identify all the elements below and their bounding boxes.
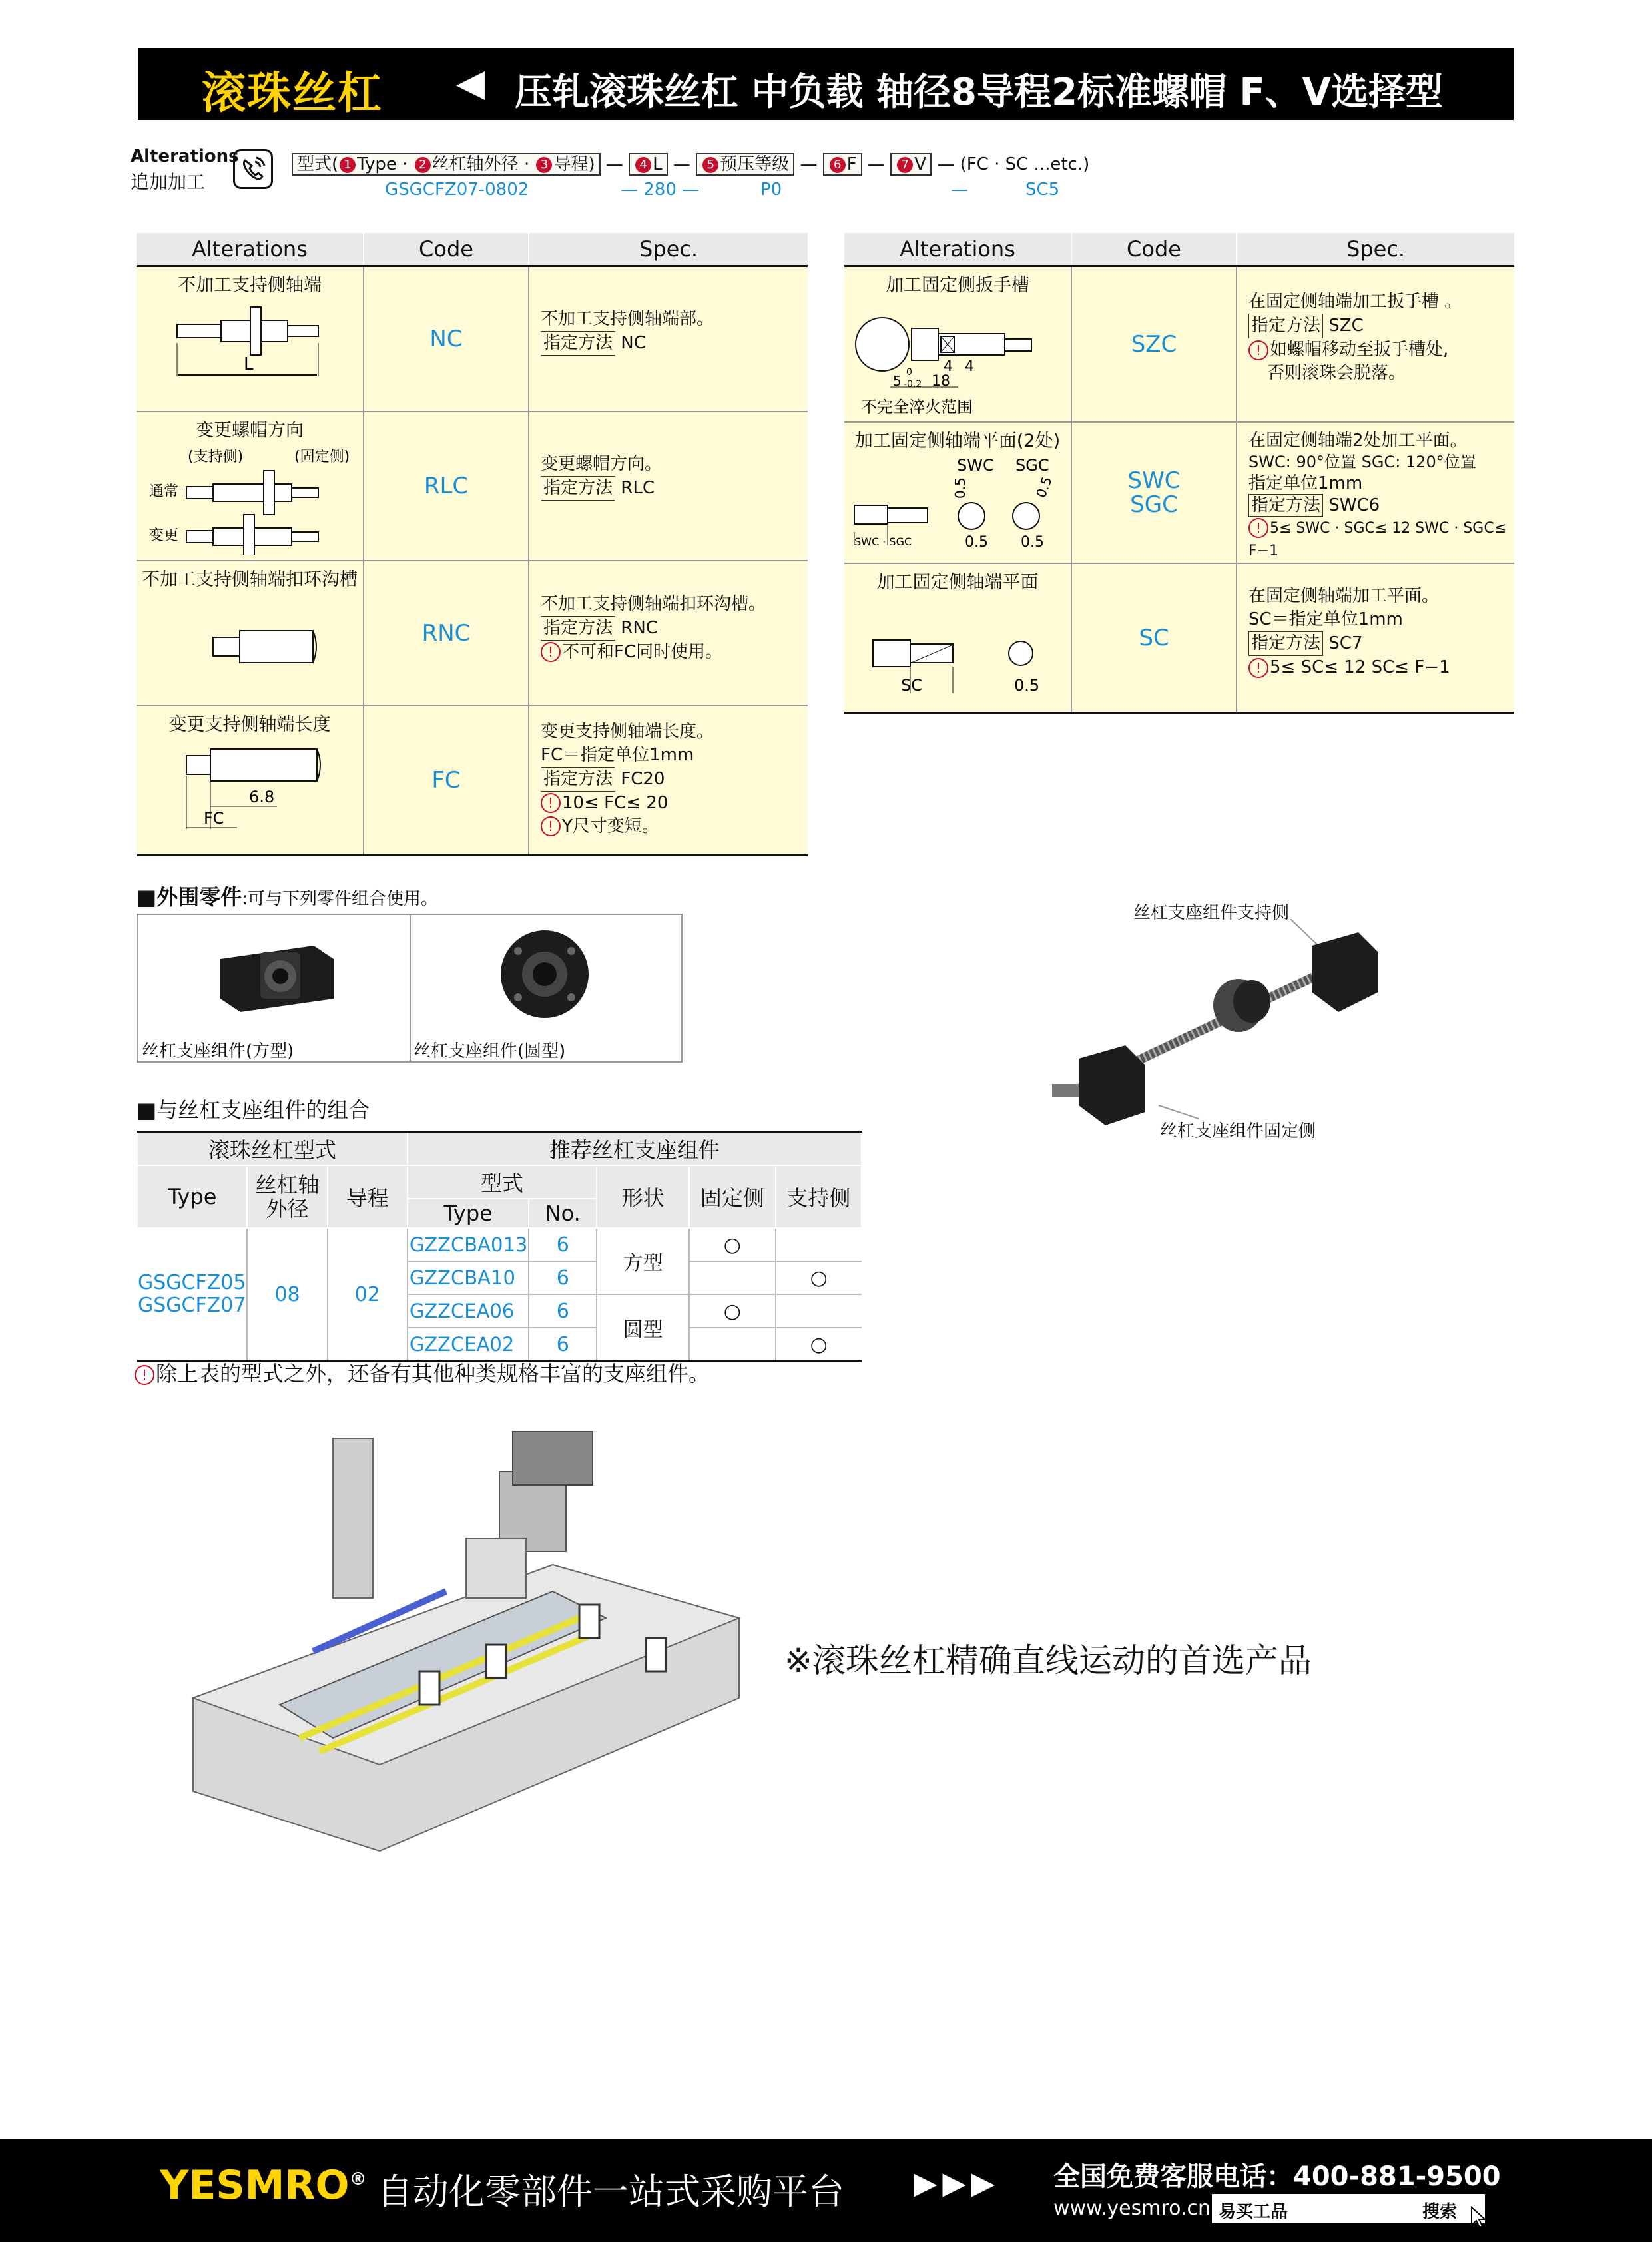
alterations-label-cn: 追加加工 — [131, 171, 206, 193]
alteration-cell — [137, 561, 364, 706]
example-model: GSGCFZ07-0802 — [385, 180, 529, 200]
square-support-image — [214, 932, 340, 1021]
row-caption: 变更支持侧轴端长度 — [168, 714, 331, 735]
svg-text:4: 4 — [965, 358, 974, 375]
ball-screw-assembly-image — [1045, 919, 1405, 1135]
code-sgc: SGC — [1130, 491, 1178, 518]
support-mark — [776, 1228, 862, 1261]
row-caption: 加工固定侧轴端平面(2处) — [854, 431, 1061, 451]
col-alterations: Alterations — [844, 233, 1071, 266]
fixed-mark: ○ — [689, 1294, 775, 1328]
example-sc: SC5 — [1025, 180, 1060, 200]
code-fc: FC — [364, 706, 529, 856]
combination-table — [137, 1131, 862, 1362]
combination-heading: ■与丝杠支座组件的组合 — [137, 1097, 370, 1123]
table-row — [844, 422, 1514, 563]
col-model-no: No. — [529, 1199, 597, 1228]
col-alterations: Alterations — [137, 233, 364, 266]
code-sc: SC — [1071, 563, 1237, 713]
model-no: 6 — [529, 1228, 597, 1261]
hotline: 全国免费客服电话：400-881-9500 — [1053, 2161, 1501, 2192]
page-title: 压轧滚珠丝杠 中负载 轴径8导程2标准螺帽 F、V选择型 — [515, 71, 1444, 114]
model-type: GZZCEA02 — [408, 1328, 529, 1362]
col-spec: Spec. — [529, 233, 808, 266]
model-type: GZZCEA06 — [408, 1294, 529, 1328]
nc-diagram — [137, 296, 362, 403]
rnc-diagram — [137, 591, 362, 684]
svg-text:6.8: 6.8 — [249, 787, 275, 806]
spec-cell: 变更螺帽方向。 指定方法 RLC — [529, 412, 808, 561]
spec-cell: 变更支持侧轴端长度。 FC＝指定单位1mm 指定方法 FC20 ! 10≤ FC≤ 20 ! Y尺寸变短。 — [529, 706, 808, 856]
triple-arrow-icon: ▶▶▶ — [914, 2165, 1001, 2201]
footer-bar — [0, 2139, 1652, 2242]
svg-text:-0.2: -0.2 — [904, 379, 922, 390]
table-row — [137, 1228, 862, 1261]
table-row — [137, 706, 808, 856]
category-title: 滚珠丝杠 — [202, 67, 383, 119]
round-support-image — [495, 924, 595, 1027]
warning-icon: ! — [1248, 518, 1268, 538]
support-mark: ○ — [776, 1261, 862, 1294]
shape-square: 方型 — [597, 1228, 689, 1294]
svg-text:18: 18 — [932, 373, 950, 390]
col-code: Code — [1071, 233, 1237, 266]
fixed-mark — [689, 1261, 775, 1294]
spec-cell: 在固定侧轴端加工平面。 SC＝指定单位1mm 指定方法 SC7 ! 5≤ SC≤ 12 SC≤ F−1 — [1237, 563, 1514, 713]
row-caption: 变更螺帽方向 — [196, 420, 304, 441]
col-type: Type — [137, 1165, 247, 1228]
svg-text:SC: SC — [901, 676, 922, 695]
table-row — [137, 561, 808, 706]
fixed-side-label: 丝杠支座组件固定侧 — [1160, 1121, 1316, 1141]
phone-icon — [233, 149, 273, 189]
group-ballscrew: 滚珠丝杠型式 — [137, 1132, 408, 1166]
legend-model-box: 型式( 1 Type · 2 丝杠轴外径 · 3 导程) — [292, 153, 601, 176]
warning-icon: ! — [1248, 340, 1268, 360]
example-length: — 280 — — [621, 180, 700, 200]
row-caption: 加工固定侧轴端平面 — [876, 572, 1039, 593]
code-rlc: RLC — [364, 412, 529, 561]
model-code-legend: 型式( 1 Type · 2 丝杠轴外径 · 3 导程) — 4 L — 5 预压等级 — 6 F — 7 V — (FC · SC ...etc.) — [292, 150, 1089, 175]
svg-text:(支持侧): (支持侧) — [188, 448, 244, 465]
header-bar — [138, 48, 1514, 120]
square-support-label: 丝杠支座组件(方型) — [142, 1041, 294, 1061]
right-alterations-table — [844, 233, 1514, 714]
footer-url[interactable]: www.yesmro.cn — [1053, 2197, 1211, 2220]
rlc-diagram — [137, 441, 362, 555]
peripheral-panel — [137, 914, 683, 1063]
col-code: Code — [364, 233, 529, 266]
spec-cell: 在固定侧轴端2处加工平面。 SWC: 90°位置 SGC: 120°位置 指定单位1mm 指定方法 SWC6 ! 5≤ SWC · SGC≤ 12 SWC · SGC≤ F−1 — [1237, 422, 1514, 563]
row-caption: 不加工支持侧轴端 — [178, 275, 322, 296]
alteration-cell — [137, 412, 364, 561]
round-support-label: 丝杠支座组件(圆型) — [413, 1041, 566, 1061]
model-type: GZZCBA10 — [408, 1261, 529, 1294]
col-diameter: 丝杠轴外径 — [247, 1165, 327, 1228]
col-shape: 形状 — [597, 1165, 689, 1228]
svg-text:SGC: SGC — [1015, 456, 1049, 475]
alteration-cell — [844, 563, 1071, 713]
model-no: 6 — [529, 1261, 597, 1294]
warning-icon: ! — [135, 1365, 154, 1385]
model-no: 6 — [529, 1294, 597, 1328]
code-nc: NC — [364, 266, 529, 412]
svg-text:0.5: 0.5 — [1033, 474, 1055, 500]
support-side-label: 丝杠支座组件支持侧 — [1133, 903, 1290, 923]
warning-icon: ! — [541, 642, 561, 662]
svg-text:SWC · SGC: SWC · SGC — [854, 535, 912, 548]
svg-text:(固定侧): (固定侧) — [294, 448, 350, 465]
machine-illustration — [180, 1418, 746, 1887]
col-fixed: 固定侧 — [689, 1165, 775, 1228]
example-preload: P0 — [760, 180, 782, 200]
svg-text:5: 5 — [893, 373, 902, 389]
footer-slogan: 自动化零部件一站式采购平台 — [377, 2171, 844, 2213]
warning-icon: ! — [541, 816, 561, 836]
group-support: 推荐丝杠支座组件 — [408, 1132, 862, 1166]
table-row — [137, 266, 808, 412]
fixed-mark — [689, 1328, 775, 1362]
alteration-cell — [137, 706, 364, 856]
szc-diagram — [845, 296, 1070, 416]
svg-text:通常: 通常 — [149, 483, 179, 500]
spec-cell: 不加工支持侧轴端部。 指定方法 NC — [529, 266, 808, 412]
fc-diagram — [137, 736, 362, 849]
back-arrow-icon: ◀ — [456, 61, 485, 105]
svg-text:4: 4 — [944, 358, 953, 375]
svg-text:0.5: 0.5 — [965, 534, 988, 551]
alteration-cell — [844, 266, 1071, 423]
alteration-cell — [137, 266, 364, 412]
table-row — [844, 266, 1514, 423]
col-support: 支持侧 — [776, 1165, 862, 1228]
type-cell: GSGCFZ05 GSGCFZ07 — [137, 1228, 247, 1362]
model-no: 6 — [529, 1328, 597, 1362]
row-caption: 不加工支持侧轴端扣环沟槽 — [142, 569, 358, 590]
sc-diagram — [845, 593, 1070, 706]
peripheral-heading: ■外围零件:可与下列零件组合使用。 — [137, 884, 439, 910]
svg-text:FC: FC — [204, 808, 224, 828]
table-row — [844, 563, 1514, 713]
tagline: ※滚珠丝杠精确直线运动的首选产品 — [784, 1641, 1312, 1680]
alterations-label-en: Alterations — [131, 146, 239, 166]
model-type: GZZCBA013 — [408, 1228, 529, 1261]
lead-cell: 02 — [328, 1228, 408, 1362]
col-model-type: Type — [408, 1199, 529, 1228]
warning-icon: ! — [1248, 658, 1268, 678]
dim-l: L — [244, 354, 254, 374]
left-alterations-table — [137, 233, 808, 856]
alteration-cell — [844, 422, 1071, 563]
warning-icon: ! — [541, 793, 561, 813]
spec-cell: 在固定侧轴端加工扳手槽 。 指定方法 SZC ! 如螺帽移动至扳手槽处, 否则滚珠会脱落。 — [1237, 266, 1514, 423]
example-dash: — — [951, 180, 968, 200]
footer-brand-logo[interactable]: YESMRO® — [160, 2162, 367, 2209]
cursor-icon — [1470, 2206, 1486, 2231]
svg-text:不完全淬火范围: 不完全淬火范围 — [861, 398, 973, 416]
svg-text:变更: 变更 — [149, 527, 179, 544]
footer-search-input[interactable]: 易买工品 — [1212, 2194, 1485, 2223]
diameter-cell: 08 — [247, 1228, 327, 1362]
support-mark — [776, 1294, 862, 1328]
col-lead: 导程 — [328, 1165, 408, 1228]
row-caption: 加工固定侧扳手槽 — [886, 275, 1029, 296]
col-spec: Spec. — [1237, 233, 1514, 266]
spec-cell: 不加工支持侧轴端扣环沟槽。 指定方法 RNC ! 不可和FC同时使用。 — [529, 561, 808, 706]
col-model: 型式 — [408, 1165, 597, 1199]
fixed-mark: ○ — [689, 1228, 775, 1261]
svg-text:0.5: 0.5 — [1021, 534, 1044, 551]
code-swc-sgc — [1071, 422, 1237, 563]
swc-diagram — [845, 452, 1070, 552]
code-swc: SWC — [1127, 467, 1181, 494]
svg-text:SWC: SWC — [957, 456, 994, 475]
shape-round: 圆型 — [597, 1294, 689, 1362]
svg-text:0.5: 0.5 — [1014, 676, 1040, 695]
support-mark: ○ — [776, 1328, 862, 1362]
footer-search-button[interactable]: 搜索 — [1422, 2202, 1458, 2222]
combination-note: ! 除上表的型式之外，还备有其他种类规格丰富的支座组件。 — [135, 1357, 710, 1388]
code-rnc: RNC — [364, 561, 529, 706]
svg-text:0.5: 0.5 — [952, 477, 968, 499]
svg-text:0: 0 — [906, 367, 912, 378]
table-row — [137, 412, 808, 561]
code-szc: SZC — [1071, 266, 1237, 423]
